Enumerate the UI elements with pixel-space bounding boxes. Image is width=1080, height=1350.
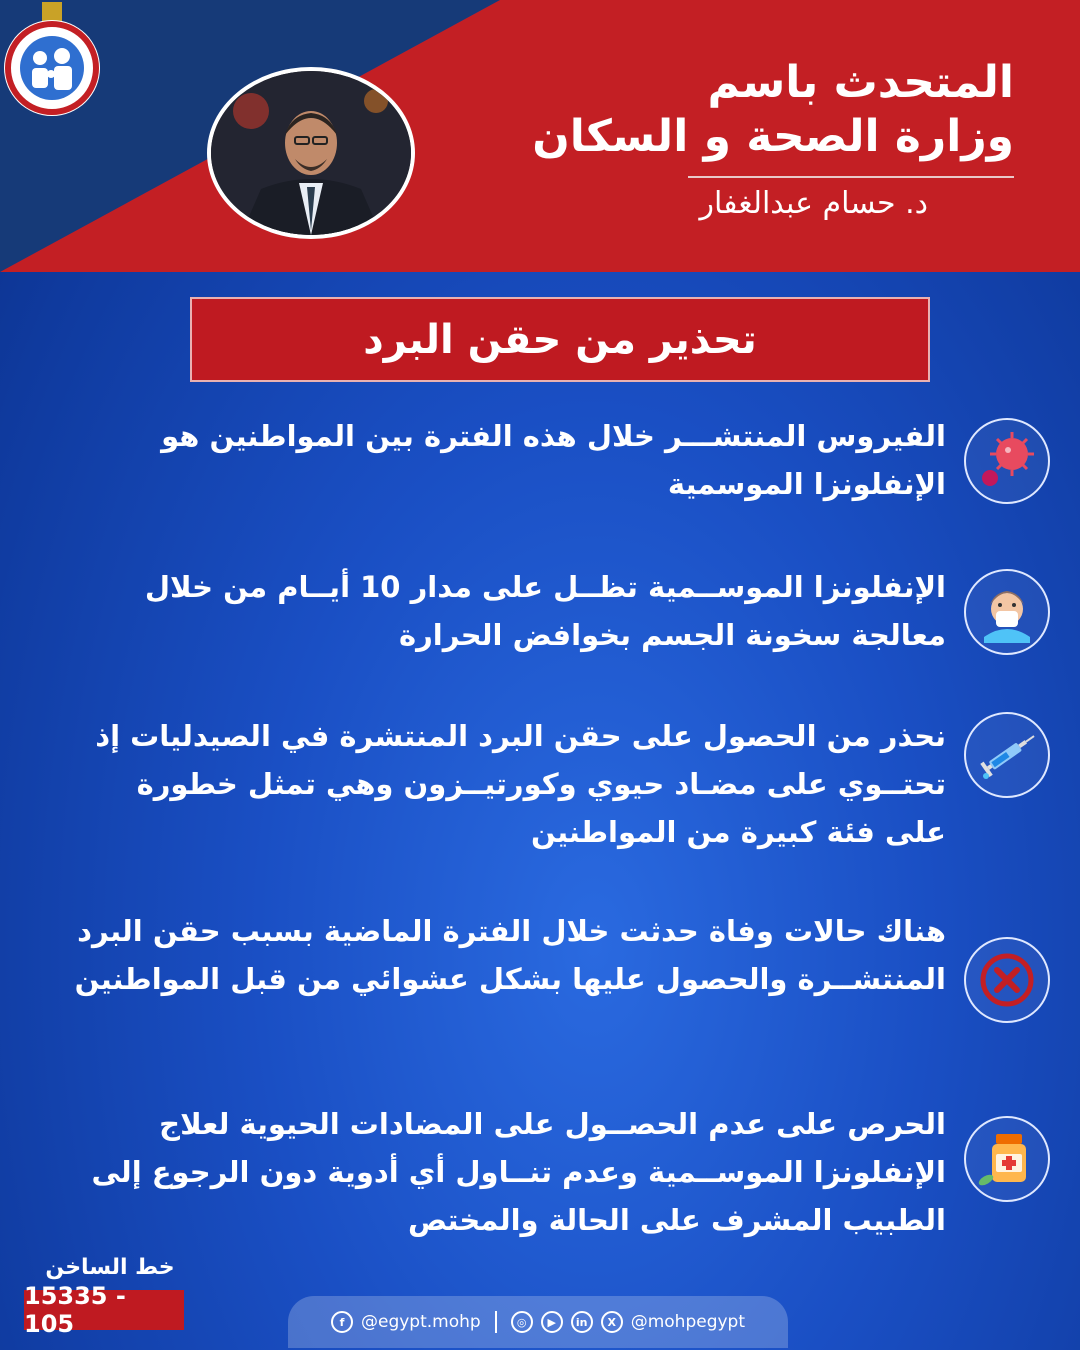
- hotline-numbers[interactable]: 15335 - 105: [24, 1290, 184, 1330]
- speaker-portrait: [207, 67, 415, 239]
- virus-icon: [964, 418, 1050, 504]
- header-divider: [688, 176, 1014, 178]
- ministry-logo-icon: [0, 0, 104, 120]
- social-bar: [288, 1296, 788, 1348]
- header: [0, 0, 1080, 272]
- social-handle[interactable]: @mohpegypt: [630, 1312, 745, 1332]
- header-title: [494, 56, 1014, 164]
- item-text: نحذر من الحصول على حقن البرد المنتشرة في الصيدليات إذ تحتــوي على مضـاد حيوي وكورتيــزون وهي تمثل خطورة على فئة كبيرة من المواطنين: [95, 719, 946, 849]
- instagram-icon[interactable]: ◎: [511, 1311, 533, 1333]
- social-divider: [495, 1311, 497, 1333]
- list-item: [80, 712, 1080, 862]
- item-text: الحرص على عدم الحصــول على المضادات الحيوية لعلاج الإنفلونزا الموســمية وعدم تنــاول أي أدوية دون الرجوع إلى الطبيب المشرف على الحالة والمختص: [91, 1107, 946, 1237]
- x-icon[interactable]: X: [601, 1311, 623, 1333]
- facebook-handle[interactable]: @egypt.mohp: [361, 1312, 481, 1332]
- linkedin-icon[interactable]: in: [571, 1311, 593, 1333]
- speaker-name: د. حسام عبدالغفار: [699, 186, 928, 221]
- hotline-label: خط الساخن: [45, 1255, 175, 1280]
- item-text: الإنفلونزا الموســمية تظــل على مدار 10 أيــام من خلال معالجة سخونة الجسم بخوافض الحرارة: [144, 570, 946, 652]
- list-item: [74, 907, 1080, 1057]
- list-item: [80, 1100, 1080, 1250]
- youtube-icon[interactable]: ▶: [541, 1311, 563, 1333]
- item-text: هناك حالات وفاة حدثت خلال الفترة الماضية بسبب حقن البرد المنتشــرة والحصول عليها بشكل عشوائي من قبل المواطنين: [74, 914, 946, 996]
- facebook-icon[interactable]: f: [331, 1311, 353, 1333]
- item-text: الفيروس المنتشـــر خلال هذه الفترة بين المواطنين هو الإنفلونزا الموسمية: [161, 419, 946, 501]
- header-title-line2: وزارة الصحة و السكان: [532, 111, 1014, 162]
- warning-banner: تحذير من حقن البرد: [190, 297, 930, 382]
- medicine-bottle-icon: [964, 1116, 1050, 1202]
- header-title-line1: المتحدث باسم: [707, 57, 1014, 108]
- syringe-icon: [964, 712, 1050, 798]
- x-mark-icon: [964, 937, 1050, 1023]
- list-item: [80, 412, 1080, 512]
- list-item: [80, 563, 1080, 663]
- sneezing-person-icon: [964, 569, 1050, 655]
